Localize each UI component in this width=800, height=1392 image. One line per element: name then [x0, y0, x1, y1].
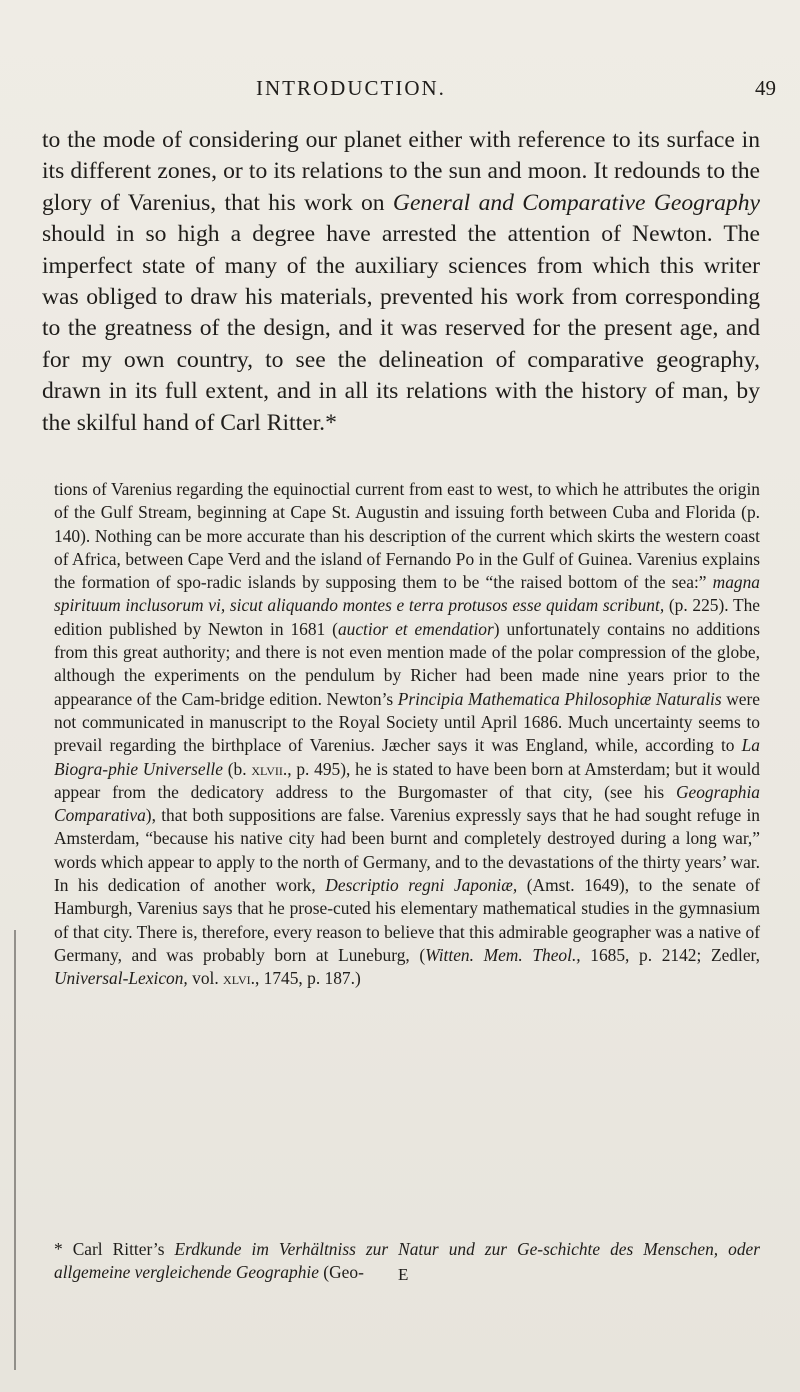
- italic-text-run: Principia Mathematica Philosophiæ Naturalis: [397, 688, 722, 709]
- text-run: vol.: [187, 968, 224, 989]
- text-run: to the mode of considering our planet either with reference to its surface in its different zones, or to its relations to the sun and moon. It redounds to the glory of Varenius, that his work on: [42, 127, 760, 216]
- text-run: ) unfortunately contains no additions from this great authority; and there is not even mention made of the polar compression of the globe, although the experiments on the pendulum by Richer had been made nine years prior to the appearance of the Cam-bridge edition. Newton’s: [54, 618, 760, 709]
- text-run: tions of Varenius regarding the equinoctial current from east to west, to which he attributes the origin of the Gulf Stream, beginning at Cape St. Augustin and issuing forth between Cuba and Florida (p. 140). Nothing can be more accurate than his description of the current which skirts the western coast of Africa, between Cape Verd and the island of Fernando Po in the Gulf of Guinea. Varenius explains the formation of spo-radic islands by supposing them to be “the raised bottom of the sea:”: [54, 479, 760, 593]
- italic-text-run: Universal-Lexicon,: [54, 968, 188, 989]
- italic-text-run: auctior et emendatior: [337, 618, 494, 639]
- signature-mark: E: [398, 1265, 409, 1284]
- text-run: (Geo-: [318, 1262, 364, 1283]
- text-run: ), that both suppositions are false. Varenius expressly says that he had sought refuge in Amsterdam, “because his native city had been burnt and completely destroyed during a long war,” words which appear to apply to the north of Germany, and to the devastations of the thirty years’ war. In his dedication of another work,: [54, 805, 760, 896]
- italic-text-run: magna spirituum inclusorum vi, sicut aliquando montes e terra protusos esse quidam scribunt,: [54, 572, 760, 616]
- text-run: (b.: [222, 758, 252, 779]
- text-run: (Amst. 1649), to the senate of Hamburgh, Varenius says that he prose-cuted his elementary mathematical studies in the gymnasium of that city. There is, therefore, every reason to believe that this admirable geographer was a native of Germany, and was probably born at Luneburg, (: [54, 875, 760, 965]
- footnote-continued: [54, 478, 760, 991]
- text-run: 1685, p. 2142; Zedler,: [580, 944, 760, 965]
- running-head: [0, 76, 800, 106]
- italic-text-run: General and Comparative Geography: [392, 189, 760, 216]
- text-run: , 1745, p. 187.): [254, 968, 361, 989]
- main-paragraph: [42, 125, 760, 439]
- italic-text-run: Geographia Comparativa: [54, 781, 760, 826]
- small-caps-run: xlvi.: [223, 968, 255, 989]
- running-title: INTRODUCTION.: [256, 76, 446, 100]
- italic-text-run: Erdkunde im Verhältniss zur Natur und zur Ge-schichte des Menschen, oder allgemeine vergleichende Geographie: [54, 1239, 761, 1283]
- text-run: (p. 225). The edition published by Newton in 1681 (: [54, 595, 760, 639]
- page-number: 49: [755, 76, 776, 100]
- text-run: * Carl Ritter’s: [54, 1239, 175, 1259]
- italic-text-run: La Biogra-phie Universelle: [54, 735, 760, 779]
- italic-text-run: Descriptio regni Japoniæ,: [325, 875, 518, 896]
- text-run: were not communicated in manuscript to the Royal Society until April 1686. Much uncertainty seems to prevail regarding the birthplace of Varenius. Jæcher says it was England, while, according to: [54, 688, 760, 756]
- text-run: , p. 495), he is stated to have been born at Amsterdam; but it would appear from the dedicatory address to the Burgomaster of that city, (see his: [54, 758, 761, 802]
- italic-text-run: Witten. Mem. Theol.,: [425, 944, 581, 965]
- text-run: should in so high a degree have arrested the attention of Newton. The imperfect state of many of the auxiliary sciences from which this writer was obliged to draw his materials, prevented his work from corresponding to the greatness of the design, and it was reserved for the present age, and for my own country, to see the delineation of comparative geography, drawn in its full extent, and in all its relations with the history of man, by the skilful hand of Carl Ritter.*: [42, 221, 760, 436]
- small-caps-run: xlvii.: [251, 758, 288, 779]
- gutter-shadow: [14, 930, 16, 1370]
